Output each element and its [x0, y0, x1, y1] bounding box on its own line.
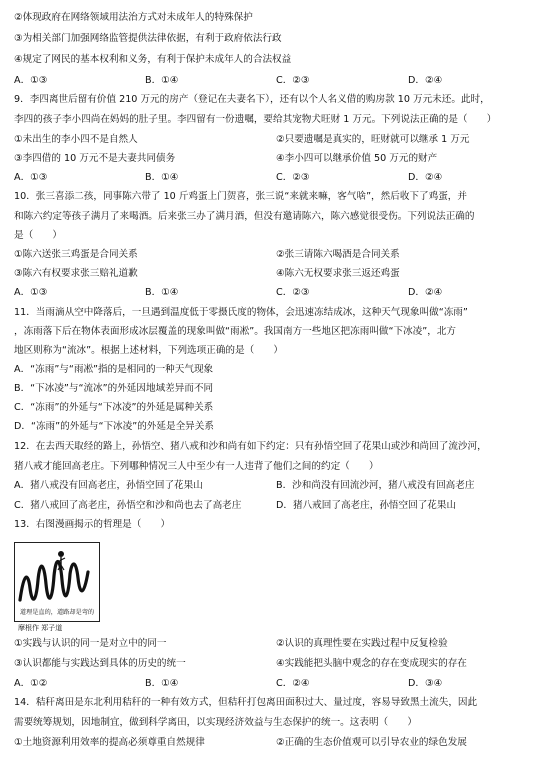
cartoon-drawing — [14, 542, 100, 622]
q14-stem-line-1: 14．秸秆离田是东北利用秸秆的一种有效方式，但秸秆打包离田面积过大、量过度，容易导致黑土流失，因此 — [14, 697, 478, 708]
q13-option-a: A．①② — [14, 678, 48, 689]
q10-statement-2: ②张三请陈六喝酒是合同关系 — [276, 249, 400, 260]
q12-stem-line-2: 猪八戒才能回高老庄。下列哪种情况三人中至少有一人违背了他们之间的约定（ ） — [14, 461, 379, 472]
cartoon-text: 道理是直的，道路却是弯的 — [19, 609, 95, 616]
q13-option-b: B．①④ — [145, 678, 179, 689]
top-option-a: A．①③ — [14, 75, 48, 86]
q9-statement-2: ②只要遗嘱是真实的，旺财就可以继承 1 万元 — [276, 134, 470, 145]
q10-stem-line-3: 是（ ） — [14, 230, 62, 241]
q12-option-c: C．猪八戒回了高老庄，孙悟空和沙和尚也去了高老庄 — [14, 500, 242, 511]
q13-option-d: D．③④ — [408, 678, 443, 689]
q11-option-d: D．“冻雨”的外延与“下冰凌”的外延是全异关系 — [14, 421, 214, 432]
q13-stem: 13．右图漫画揭示的哲理是（ ） — [14, 519, 171, 530]
cartoon-caption: 摩根作 郑子道 — [18, 624, 63, 632]
q13-option-c: C．②④ — [276, 678, 310, 689]
top-statement-2: ②体现政府在网络领域用法治方式对未成年人的特殊保护 — [14, 12, 253, 23]
top-option-c: C．②③ — [276, 75, 310, 86]
q12-option-a: A．猪八戒没有回高老庄，孙悟空回了花果山 — [14, 480, 203, 491]
q14-statement-2: ②正确的生态价值观可以引导农业的绿色发展 — [276, 737, 467, 748]
q12-stem-line-1: 12．在去西天取经的路上，孙悟空、猪八戒和沙和尚有如下约定：只有孙悟空回了花果山或沙和尚回了流沙河， — [14, 441, 487, 452]
q9-statement-3: ③李四借的 10 万元不是夫妻共同债务 — [14, 153, 176, 164]
q10-option-c: C．②③ — [276, 287, 310, 298]
q13-statement-1: ①实践与认识的同一是对立中的同一 — [14, 638, 167, 649]
top-option-b: B．①④ — [145, 75, 179, 86]
q11-stem-line-3: 地区则称为“流冰”。根据上述材料，下列选项正确的是（ ） — [14, 345, 283, 356]
q13-statement-3: ③认识都能与实践达到具体的历史的统一 — [14, 658, 186, 669]
q10-statement-1: ①陈六送张三鸡蛋是合同关系 — [14, 249, 138, 260]
q12-option-d: D．猪八戒回了高老庄，孙悟空回了花果山 — [276, 500, 457, 511]
q11-stem-line-1: 11．当雨滴从空中降落后，一旦遇到温度低于零摄氏度的物体，会迅速冻结成冰，这种天气现象叫做“冻雨” — [14, 307, 468, 318]
q10-stem-line-2: 和陈六约定等孩子满月了来喝酒。后来张三办了满月酒，但没有邀请陈六，陈六感觉很受伤。下列说法正确的 — [14, 211, 475, 222]
q11-option-b: B．“下冰凌”与“流冰”的外延因地域差异而不同 — [14, 383, 214, 394]
q13-statement-2: ②认识的真理性要在实践过程中反复检验 — [276, 638, 448, 649]
q9-stem-line-1: 9．李四离世后留有价值 210 万元的房产（登记在夫妻名下），还有以个人名义借的购房款 10 万元未还。此时， — [14, 94, 490, 105]
q10-option-a: A．①③ — [14, 287, 48, 298]
q9-option-d: D．②④ — [408, 172, 443, 183]
q9-stem-line-2: 李四的孩子李小四尚在妈妈的肚子里。李四留有一份遗嘱，要给其宠物犬旺财 1 万元。下列说法正确的是（ ） — [14, 114, 497, 125]
q9-option-a: A．①③ — [14, 172, 48, 183]
q10-option-b: B．①④ — [145, 287, 179, 298]
q9-option-b: B．①④ — [145, 172, 179, 183]
top-option-d: D．②④ — [408, 75, 443, 86]
q11-option-c: C．“冻雨”的外延与“下冰凌”的外延是属种关系 — [14, 402, 214, 413]
philosophy-cartoon — [14, 542, 100, 622]
q14-stem-line-2: 需要统筹规划，因地制宜，做到科学离田，以实现经济效益与生态保护的统一。这表明（ ） — [14, 717, 417, 728]
q11-stem-line-2: ，冻雨落下后在物体表面形成冰层覆盖的现象叫做“雨凇”。我国南方一些地区把冻雨叫做“下冰凌”，北方 — [14, 326, 457, 337]
q9-option-c: C．②③ — [276, 172, 310, 183]
top-statement-3: ③为相关部门加强网络监管提供法律依据，有利于政府依法行政 — [14, 33, 282, 44]
q10-option-d: D．②④ — [408, 287, 443, 298]
q10-statement-3: ③陈六有权要求张三赔礼道歉 — [14, 268, 138, 279]
q11-option-a: A．“冻雨”与“雨凇”指的是相同的一种天气现象 — [14, 364, 214, 375]
q12-option-b: B．沙和尚没有回流沙河，猪八戒没有回高老庄 — [276, 480, 475, 491]
q14-statement-1: ①土地资源利用效率的提高必须尊重自然规律 — [14, 737, 205, 748]
q10-stem-line-1: 10．张三喜添二孩，同事陈六带了 10 斤鸡蛋上门贺喜，张三说“来就来嘛，客气啥”，然后收下了鸡蛋，并 — [14, 191, 467, 202]
q9-statement-4: ④李小四可以继承价值 50 万元的财产 — [276, 153, 438, 164]
q13-statement-4: ④实践能把头脑中观念的存在变成现实的存在 — [276, 658, 467, 669]
top-statement-4: ④规定了网民的基本权利和义务，有利于保护未成年人的合法权益 — [14, 54, 292, 65]
q10-statement-4: ④陈六无权要求张三返还鸡蛋 — [276, 268, 400, 279]
q9-statement-1: ①未出生的李小四不是自然人 — [14, 134, 138, 145]
